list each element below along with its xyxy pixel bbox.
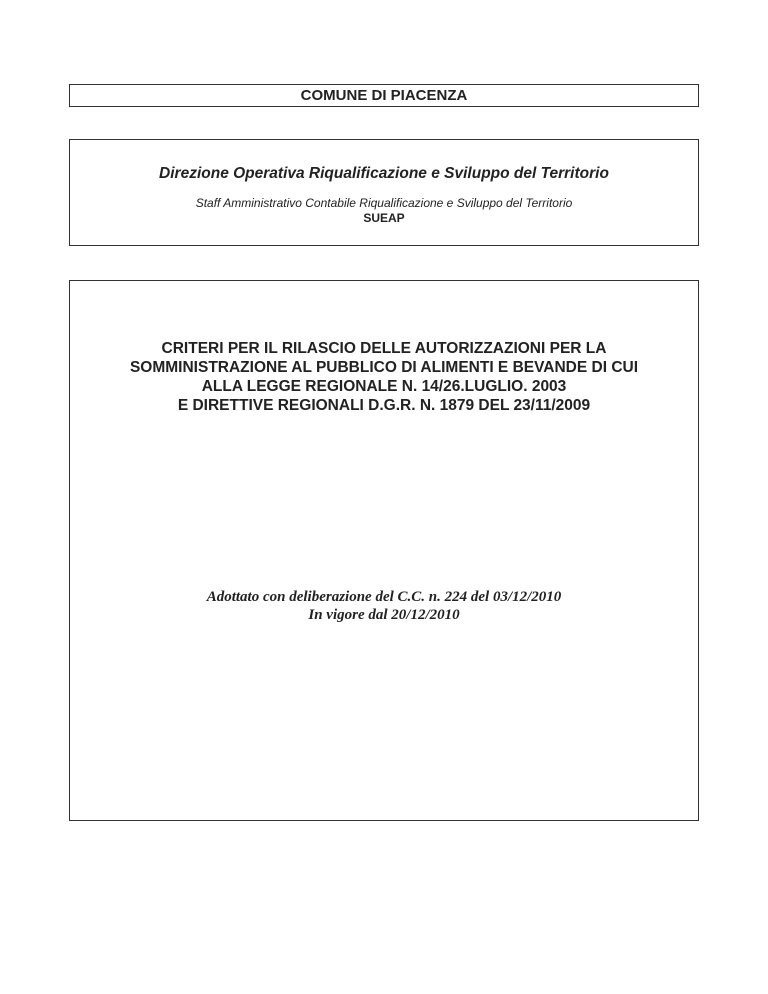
document-title xyxy=(70,339,698,415)
adoption-note xyxy=(70,588,698,624)
department-title: Direzione Operativa Riqualificazione e Sviluppo del Territorio xyxy=(159,165,609,182)
document-title-line: ALLA LEGGE REGIONALE N. 14/26.LUGLIO. 2003 xyxy=(201,378,567,395)
cover-main-box xyxy=(69,280,699,821)
office-name: SUEAP xyxy=(363,211,405,225)
municipality-title: COMUNE DI PIACENZA xyxy=(300,87,468,104)
header-box xyxy=(69,84,699,107)
adoption-line: Adottato con deliberazione del C.C. n. 224 del 03/12/2010 xyxy=(206,589,562,605)
document-title-line: E DIRETTIVE REGIONALI D.G.R. N. 1879 DEL 23/11/2009 xyxy=(177,397,591,414)
document-title-line: CRITERI PER IL RILASCIO DELLE AUTORIZZAZIONI PER LA xyxy=(161,340,607,357)
document-title-line: SOMMINISTRAZIONE AL PUBBLICO DI ALIMENTI E BEVANDE DI CUI xyxy=(129,359,639,376)
effective-date-line: In vigore dal 20/12/2010 xyxy=(308,607,460,623)
department-box xyxy=(69,139,699,246)
staff-subtitle: Staff Amministrativo Contabile Riqualificazione e Sviluppo del Territorio xyxy=(195,196,573,210)
